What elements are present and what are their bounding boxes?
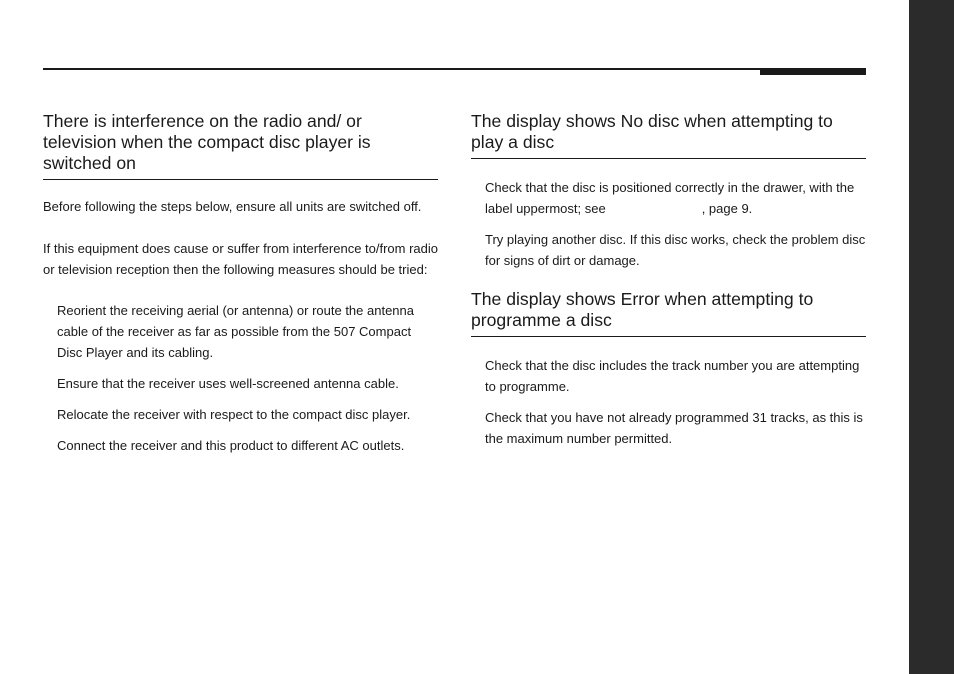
- side-tab: [909, 0, 954, 674]
- no-disc-heading: The display shows No disc when attempting to play a disc: [471, 111, 866, 159]
- measure-item: Ensure that the receiver uses well-screened antenna cable.: [57, 376, 399, 391]
- interference-heading: There is interference on the radio and/ or television when the compact disc player is switched on: [43, 111, 438, 180]
- right-column: [471, 111, 866, 449]
- header-rule: [43, 68, 866, 70]
- measure-item: Relocate the receiver with respect to the compact disc player.: [57, 407, 411, 422]
- error-paragraph-1: Check that the disc includes the track number you are attempting to programme.: [485, 358, 860, 394]
- no-disc-paragraph-2: Try playing another disc. If this disc works, check the problem disc for signs of dirt or damage.: [485, 232, 866, 268]
- header-rule-block: [760, 68, 866, 75]
- no-disc-paragraph-1: [471, 177, 866, 219]
- no-disc-paragraph-1-end: , page 9.: [701, 201, 753, 216]
- no-disc-paragraph-1-start: Check that the disc is positioned correctly in the drawer, with the label uppermost; see: [485, 180, 855, 216]
- interference-intro: Before following the steps below, ensure all units are switched off.: [43, 199, 422, 214]
- error-heading: The display shows Error when attempting to programme a disc: [471, 289, 866, 337]
- measure-item: Reorient the receiving aerial (or antenna) or route the antenna cable of the receiver as far as possible from the 507 Compact Disc Player and its cabling.: [57, 303, 414, 360]
- error-paragraph-2: Check that you have not already programmed 31 tracks, as this is the maximum number permitted.: [485, 410, 863, 446]
- interference-intro-2: If this equipment does cause or suffer from interference to/from radio or television reception then the following measures should be tried:: [43, 241, 439, 277]
- measure-item: Connect the receiver and this product to different AC outlets.: [57, 438, 405, 453]
- left-column: [43, 111, 438, 456]
